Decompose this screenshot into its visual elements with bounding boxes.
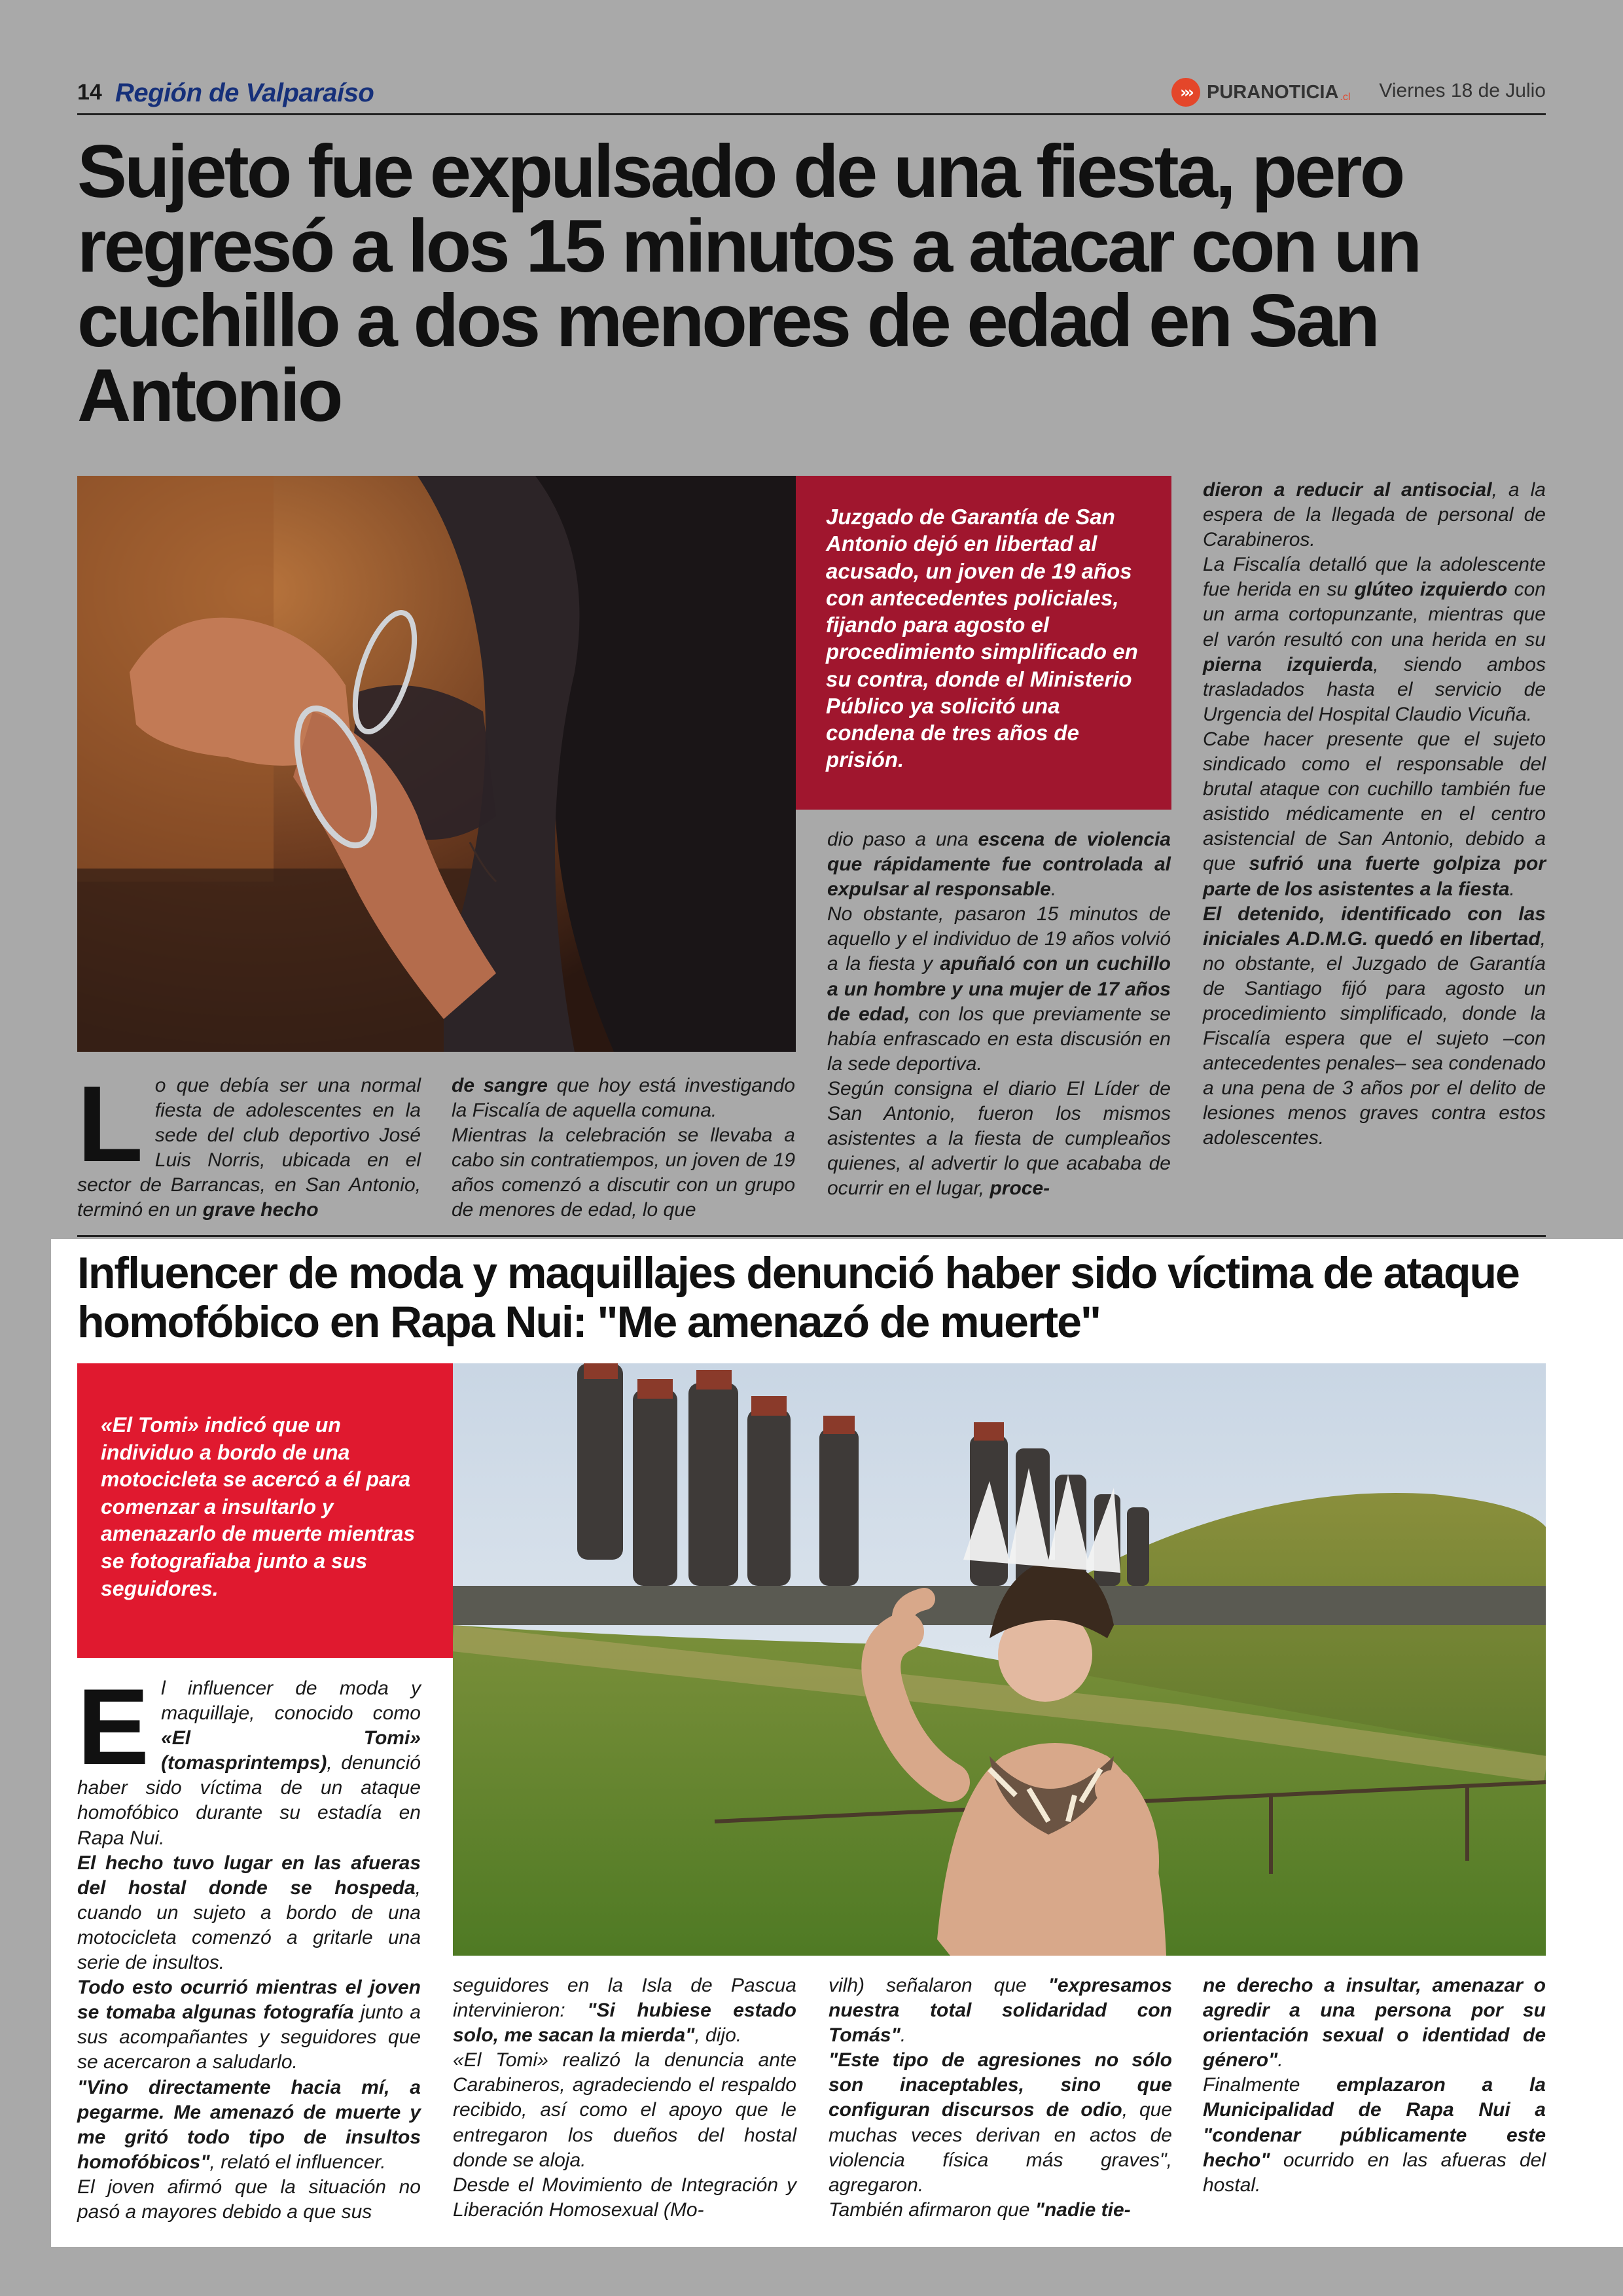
text: , relató el influencer. xyxy=(209,2151,386,2173)
text-bold: El detenido, identificado con las iniciales A.D.M.G. quedó en libertad xyxy=(1203,903,1546,950)
text-bold: de sangre xyxy=(452,1075,548,1096)
text-bold: ne derecho a insultar, amenazar o agredir a una persona por su orientación sexual o identidad de género" xyxy=(1203,1975,1546,2072)
article1-column-3 xyxy=(827,827,1171,1201)
article2-column-3 xyxy=(829,1973,1172,2223)
page-number: 14 xyxy=(77,80,102,105)
text: seguidores en la Isla de Pascua intervinieron: xyxy=(453,1975,796,2022)
section-divider xyxy=(77,1235,1546,1237)
text: Finalmente xyxy=(1203,2074,1337,2096)
text: junto a sus acompañantes y seguidores que se acercaron a saludarlo. xyxy=(77,2001,421,2073)
text: Mientras la celebración se llevaba a cabo sin contratiempos, un joven de 19 años comenzó a discutir con un grupo de menores de edad, lo que xyxy=(452,1124,795,1221)
article1-summary-box: Juzgado de Garantía de San Antonio dejó en libertad al acusado, un joven de 19 años con antecedentes policiales, fijando para agosto el procedimiento simplificado en su contra, donde el Ministerio Público ya solicitó una condena de tres años de prisión. xyxy=(796,476,1171,810)
text-bold: "Si hubiese estado solo, me sacan la mierda" xyxy=(453,2000,796,2047)
text: , a la espera de la llegada de personal de Carabineros. xyxy=(1203,479,1546,551)
article1-photo xyxy=(77,476,796,1052)
text-bold: El hecho tuvo lugar en las afueras del hostal donde se hospeda xyxy=(77,1852,421,1899)
newspaper-logo xyxy=(1171,77,1350,107)
text: l influencer de moda y maquillaje, conocido como xyxy=(161,1677,421,1725)
article2-column-4 xyxy=(1203,1973,1546,2198)
text: ocurrido en las afueras del hostal. xyxy=(1203,2149,1546,2196)
text: , siendo ambos trasladados hasta el servicio de Urgencia del Hospital Claudio Vicuña. xyxy=(1203,653,1546,725)
text: , no obstante, el Juzgado de Garantía de Santiago fijó para agosto un procedimiento simplificado, donde la Fiscalía espera que el sujeto –con antecedentes penales– sea condenado a una pena de 3 años por el delito de lesiones menos graves contra estos adolescentes. xyxy=(1203,927,1546,1149)
logo-suffix: .cl xyxy=(1340,92,1351,103)
text-bold: apuñaló con un cuchillo a un hombre y una mujer de 17 años de edad, xyxy=(827,953,1171,1025)
text: , dijo. xyxy=(694,2024,742,2047)
section-name: Región de Valparaíso xyxy=(115,79,374,107)
article1-column-2 xyxy=(452,1073,795,1223)
text: , cuando un sujeto a bordo de una motocicleta comenzó a gritarle una serie de insultos. xyxy=(77,1876,421,1974)
text: con los que previamente se había enfrascado en esta discusión en la sede deportiva. xyxy=(827,1003,1171,1075)
text: No obstante, pasaron 15 minutos de aquello y el individuo de 19 años volvió a la fiesta y xyxy=(827,903,1171,975)
text: vilh) señalaron que xyxy=(829,1975,1048,1996)
article1-column-1 xyxy=(77,1064,421,1223)
text: Desde el Movimiento de Integración y Liberación Homosexual (Mo- xyxy=(453,2174,796,2221)
text: El joven afirmó que la situación no pasó a mayores debido a que sus xyxy=(77,2176,421,2223)
text-bold: «El Tomi» (tomasprintemps) xyxy=(161,1727,421,1774)
dropcap: L xyxy=(77,1064,143,1184)
article1-column-4 xyxy=(1203,478,1546,1151)
text-bold: glúteo izquierdo xyxy=(1354,579,1508,601)
text-bold: emplazaron a la Municipalidad de Rapa Nui a "condenar públicamente este hecho" xyxy=(1203,2074,1546,2171)
text-bold: "expresamos nuestra total solidaridad con Tomás" xyxy=(829,1975,1172,2047)
article1-headline: Sujeto fue expulsado de una fiesta, pero regresó a los 15 minutos a atacar con un cuchillo a dos menores de edad en San Antonio xyxy=(77,130,1420,437)
text: . xyxy=(1277,2049,1283,2072)
text: Cabe hacer presente que el sujeto sindicado como el responsable del brutal ataque con cuchillo también fue asistido médicamente en el centro asistencial de San Antonio, debido a que xyxy=(1203,728,1546,875)
article2-headline: Influencer de moda y maquillajes denunció haber sido víctima de ataque homofóbico en Rapa Nui: "Me amenazó de muerte" xyxy=(77,1248,1519,1347)
text-bold: sufrió una fuerte golpiza por parte de los asistentes a la fiesta xyxy=(1203,853,1546,900)
article2-summary-box: «El Tomi» indicó que un individuo a bordo de una motocicleta se acercó a él para comenzar a insultarlo y amenazarlo de muerte mientras se fotografiaba junto a sus seguidores. xyxy=(77,1363,453,1658)
text: Según consigna el diario El Líder de San Antonio, fueron los mismos asistentes a la fiesta de cumpleaños quienes, al advertir lo que acababa de ocurrir en el lugar, xyxy=(827,1077,1171,1200)
text: con un arma cortopunzante, mientras que el varón resultó con una herida en su xyxy=(1203,579,1546,651)
text: o que debía ser una normal fiesta de adolescentes en la sede del club deportivo José Luis Norris, ubicada en el sector de Barrancas, en San Antonio, terminó en un xyxy=(77,1075,421,1221)
play-arrows-icon: ››› xyxy=(1171,78,1200,107)
text: También afirmaron que xyxy=(829,2198,1035,2221)
text: . xyxy=(1050,878,1057,901)
article2-column-1 xyxy=(77,1666,421,2225)
text: que hoy está investigando la Fiscalía de aquella comuna. xyxy=(452,1075,795,1122)
article2-photo xyxy=(453,1363,1546,1956)
text: , que muchas veces derivan en actos de violencia física más graves", agregaron. xyxy=(829,2099,1172,2196)
article2-column-2 xyxy=(453,1973,796,2223)
text: dio paso a una xyxy=(827,829,978,850)
text-bold: dieron a reducir al antisocial xyxy=(1203,479,1492,501)
text-bold: pierna izquierda xyxy=(1203,653,1374,675)
text: «El Tomi» realizó la denuncia ante Carabineros, agradeciendo el respaldo recibido, así como el apoyo que le entregaron los dueños del hostal donde se aloja. xyxy=(453,2049,796,2171)
header-divider xyxy=(77,113,1546,115)
text-bold: grave hecho xyxy=(202,1199,319,1221)
text: . xyxy=(900,2024,906,2047)
issue-date: Viernes 18 de Julio xyxy=(1379,80,1546,101)
text-bold: escena de violencia que rápidamente fue controlada al expulsar al responsable xyxy=(827,829,1171,901)
text-bold: Todo esto ocurrió mientras el joven se tomaba algunas fotografía xyxy=(77,1977,421,2024)
text-bold: "Vino directamente hacia mí, a pegarme. Me amenazó de muerte y me gritó todo tipo de insultos homofóbicos" xyxy=(77,2076,421,2173)
text: . xyxy=(1509,878,1515,900)
text-bold: "Este tipo de agresiones no sólo son inaceptables, sino que configuran discursos de odio xyxy=(829,2049,1172,2121)
text: , denunció haber sido víctima de un ataque homofóbico durante su estadía en Rapa Nui. xyxy=(77,1752,421,1849)
text-bold: "nadie tie- xyxy=(1035,2198,1131,2221)
logo-text: PURANOTICIA xyxy=(1207,81,1339,103)
dropcap: E xyxy=(77,1666,150,1787)
text-bold: proce- xyxy=(990,1177,1050,1200)
text: La Fiscalía detalló que la adolescente fue herida en su xyxy=(1203,554,1546,601)
